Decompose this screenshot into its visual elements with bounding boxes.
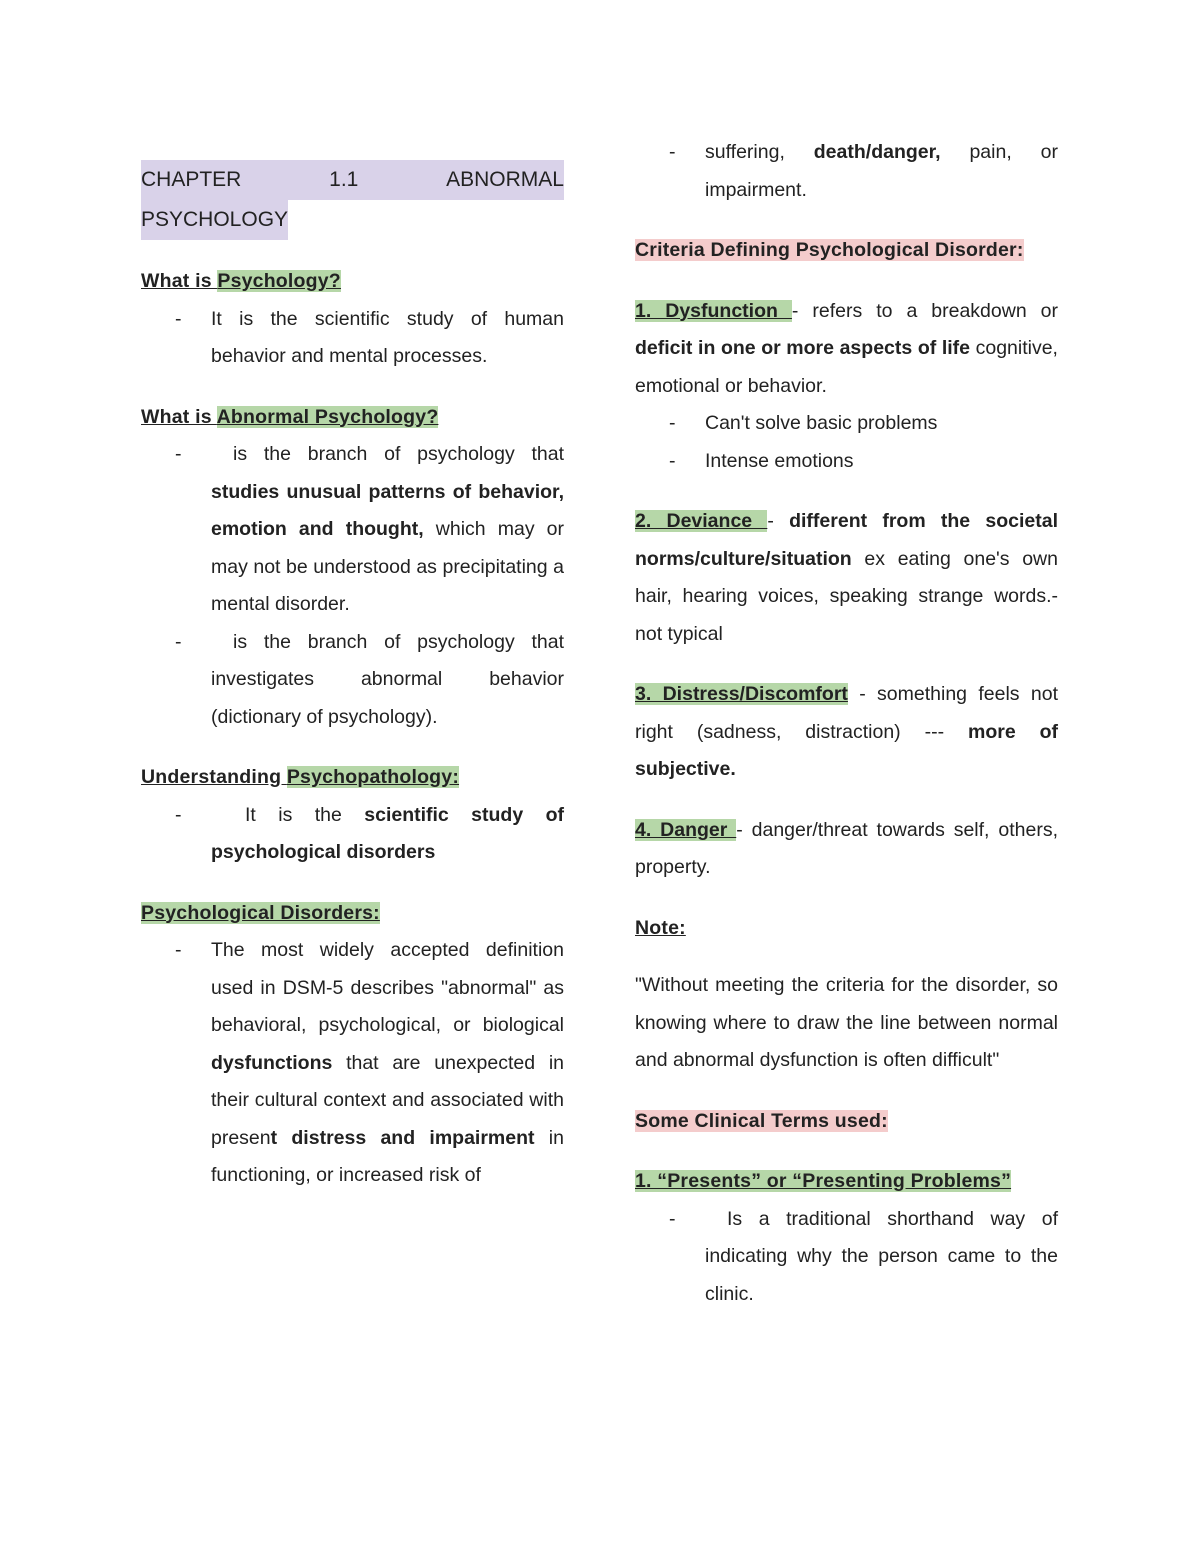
psychological-disorders-list xyxy=(141,932,564,1195)
list-item: - is the branch of psychology that studies unusual patterns of behavior, emotion and thought, which may or may not be understood as precipitating a mental disorder. xyxy=(141,436,564,624)
heading-what-is-psychology: What is Psychology? xyxy=(141,270,341,292)
list-item: - The most widely accepted definition used in DSM-5 describes "abnormal" as behavioral, psychological, or biological dysfunctions that are unexpected in their cultural context and associated with present distress and impairment in functioning, or increased risk of xyxy=(141,932,564,1195)
heading-what-is-abnormal-psychology: What is Abnormal Psychology? xyxy=(141,405,439,428)
list-item: - Can't solve basic problems xyxy=(635,405,1058,443)
term-presenting-problems: 1. “Presents” or “Presenting Problems” xyxy=(635,1170,1012,1192)
criterion-dysfunction: 1. Dysfunction - refers to a breakdown or deficit in one or more aspects of life cognitive, emotional or behavior. xyxy=(635,299,1058,397)
list-item: - Intense emotions xyxy=(635,443,1058,481)
criterion-deviance: 2. Deviance - different from the societal norms/culture/situation ex eating one's own hair, hearing voices, speaking strange words.- not typical xyxy=(635,510,1058,645)
title-word-abnormal: ABNORMAL xyxy=(446,168,564,191)
heading-psychological-disorders: Psychological Disorders: xyxy=(141,901,380,924)
abnormal-psychology-list xyxy=(141,436,564,736)
list-item: - Is a traditional shorthand way of indicating why the person came to the clinic. xyxy=(635,1201,1058,1314)
list-item: - It is the scientific study of psychological disorders xyxy=(141,797,564,872)
heading-criteria: Criteria Defining Psychological Disorder: xyxy=(635,239,1024,261)
psychopathology-list xyxy=(141,797,564,872)
dysfunction-examples-list xyxy=(635,405,1058,480)
continued-list xyxy=(635,134,1058,209)
list-item: - suffering, death/danger, pain, or impairment. xyxy=(635,134,1058,209)
heading-clinical-terms: Some Clinical Terms used: xyxy=(635,1109,888,1132)
heading-understanding-psychopathology: Understanding Psychopathology: xyxy=(141,766,460,788)
right-column xyxy=(635,134,1058,1313)
list-item: - is the branch of psychology that investigates abnormal behavior (dictionary of psychology). xyxy=(141,624,564,737)
title-word-number: 1.1 xyxy=(329,168,359,191)
psychology-definition-list xyxy=(141,301,564,376)
note-text: "Without meeting the criteria for the disorder, so knowing where to draw the line between normal and abnormal dysfunction is often difficult" xyxy=(635,974,1058,1071)
list-item: - It is the scientific study of human behavior and mental processes. xyxy=(141,301,564,376)
note-label: Note: xyxy=(635,916,686,939)
presenting-problems-list xyxy=(635,1201,1058,1314)
title-word-psychology: PSYCHOLOGY xyxy=(141,200,288,240)
chapter-title xyxy=(141,160,564,240)
left-column xyxy=(141,160,564,1195)
criterion-distress: 3. Distress/Discomfort - something feels not right (sadness, distraction) --- more of subjective. xyxy=(635,683,1058,780)
title-word-chapter: CHAPTER xyxy=(141,168,242,191)
criterion-danger: 4. Danger - danger/threat towards self, others, property. xyxy=(635,818,1058,878)
